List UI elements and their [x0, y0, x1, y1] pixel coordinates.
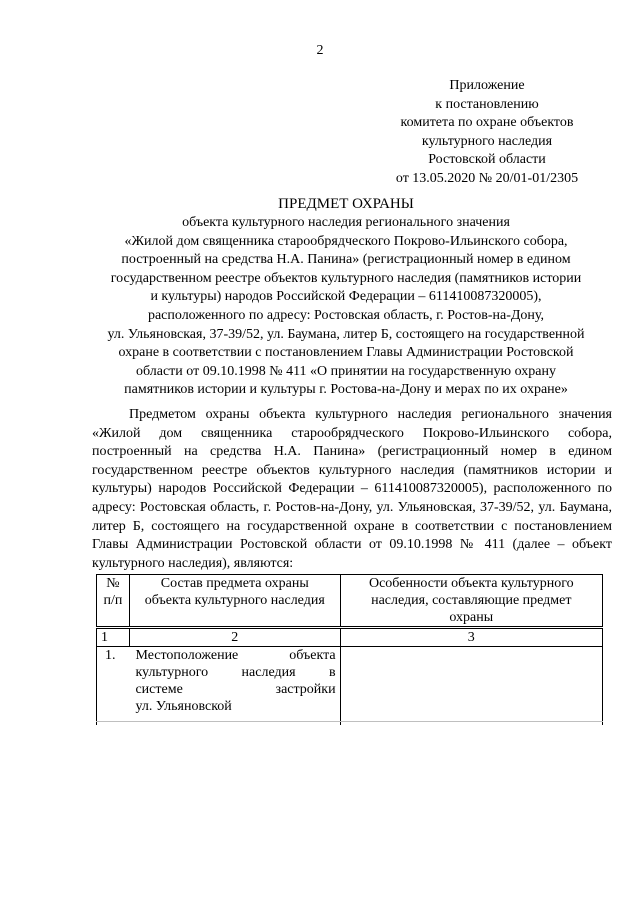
heading-line: и культуры) народов Российской Федерации – 611410087320005), — [150, 289, 542, 305]
row-composition — [129, 647, 340, 726]
appendix-line: к постановлению — [435, 96, 539, 112]
composition-line: Местоположение объекта — [135, 648, 336, 663]
header-number-line: п/п — [103, 593, 123, 608]
table-header-row — [97, 575, 603, 628]
heading-line: объекта культурного наследия регионального значения — [182, 215, 510, 230]
numbering-cell: 2 — [129, 628, 340, 647]
heading-line: ул. Ульяновская, 37-39/52, ул. Баумана, литер Б, состоящего на государственной — [107, 326, 585, 342]
header-features — [340, 575, 602, 628]
appendix-block — [383, 77, 591, 189]
heading-title: ПРЕДМЕТ ОХРАНЫ — [278, 196, 414, 212]
heading-line: построенный на средства Н.А. Панина» (регистрационный номер в едином — [121, 252, 571, 268]
document-heading — [78, 194, 614, 400]
protection-table — [96, 574, 603, 725]
header-features-line: охраны — [449, 610, 494, 625]
heading-line: расположенного по адресу: Ростовская область, г. Ростов-на-Дону, — [147, 307, 545, 323]
appendix-line: Ростовской области — [428, 152, 546, 168]
page-number: 2 — [316, 43, 324, 58]
heading-line: памятников истории и культуры г. Ростова-на-Дону и мерах по их охране» — [124, 382, 568, 398]
heading-line: охране в соответствии с постановлением Главы Администрации Ростовской — [118, 345, 574, 361]
table-numbering-row — [97, 628, 603, 647]
header-features-line: Особенности объекта культурного — [368, 576, 574, 591]
appendix-line: комитета по охране объектов — [400, 115, 574, 131]
row-features — [340, 647, 602, 726]
header-composition-line: Состав предмета охраны — [160, 576, 309, 591]
numbering-cell: 1 — [97, 628, 130, 647]
appendix-line: культурного наследия — [421, 133, 553, 149]
composition-line: системе застройки — [135, 682, 336, 697]
heading-line: государственном реестре объектов культурного наследия (памятников истории — [110, 270, 582, 286]
numbering-cell: 3 — [340, 628, 602, 647]
appendix-line: от 13.05.2020 № 20/01-01/2305 — [395, 170, 579, 186]
heading-line: «Жилой дом священника старообрядческого Покрово-Ильинского собора, — [124, 233, 568, 249]
body-paragraph: Предметом охраны объекта культурного наследия регионального значения «Жилой дом священника старообрядческого Покрово-Ильинского собора, построенный на средства Н.А. Панина» (регистрационный номер в едином государственном реестре объектов культурного наследия (памятников истории и культуры) народов Российской Федерации – 611410087320005), расположенного по адресу: Ростовская область, г. Ростов-на-Дону, ул. Ульяновская, 37-39/52, ул. Баумана, литер Б, состоящего на государственной охране в соответствии с постановлением Главы Администрации Ростовской области от 09.10.1998 № 411 (далее – объект культурного наследия), являются: — [92, 407, 612, 571]
row-number: 1. — [97, 647, 130, 726]
header-number-line: № — [106, 576, 120, 591]
table-row — [97, 647, 603, 726]
composition-line: ул. Ульяновской — [135, 699, 232, 714]
header-composition — [129, 575, 340, 628]
header-number — [97, 575, 130, 628]
heading-line: области от 09.10.1998 № 411 «О принятии на государственную охрану — [135, 363, 556, 379]
appendix-line: Приложение — [449, 78, 525, 93]
header-composition-line: объекта культурного наследия — [144, 593, 325, 608]
composition-line: культурного наследия в — [135, 665, 336, 680]
header-features-line: наследия, составляющие предмет — [371, 593, 572, 608]
table-bottom-rule — [96, 721, 603, 722]
